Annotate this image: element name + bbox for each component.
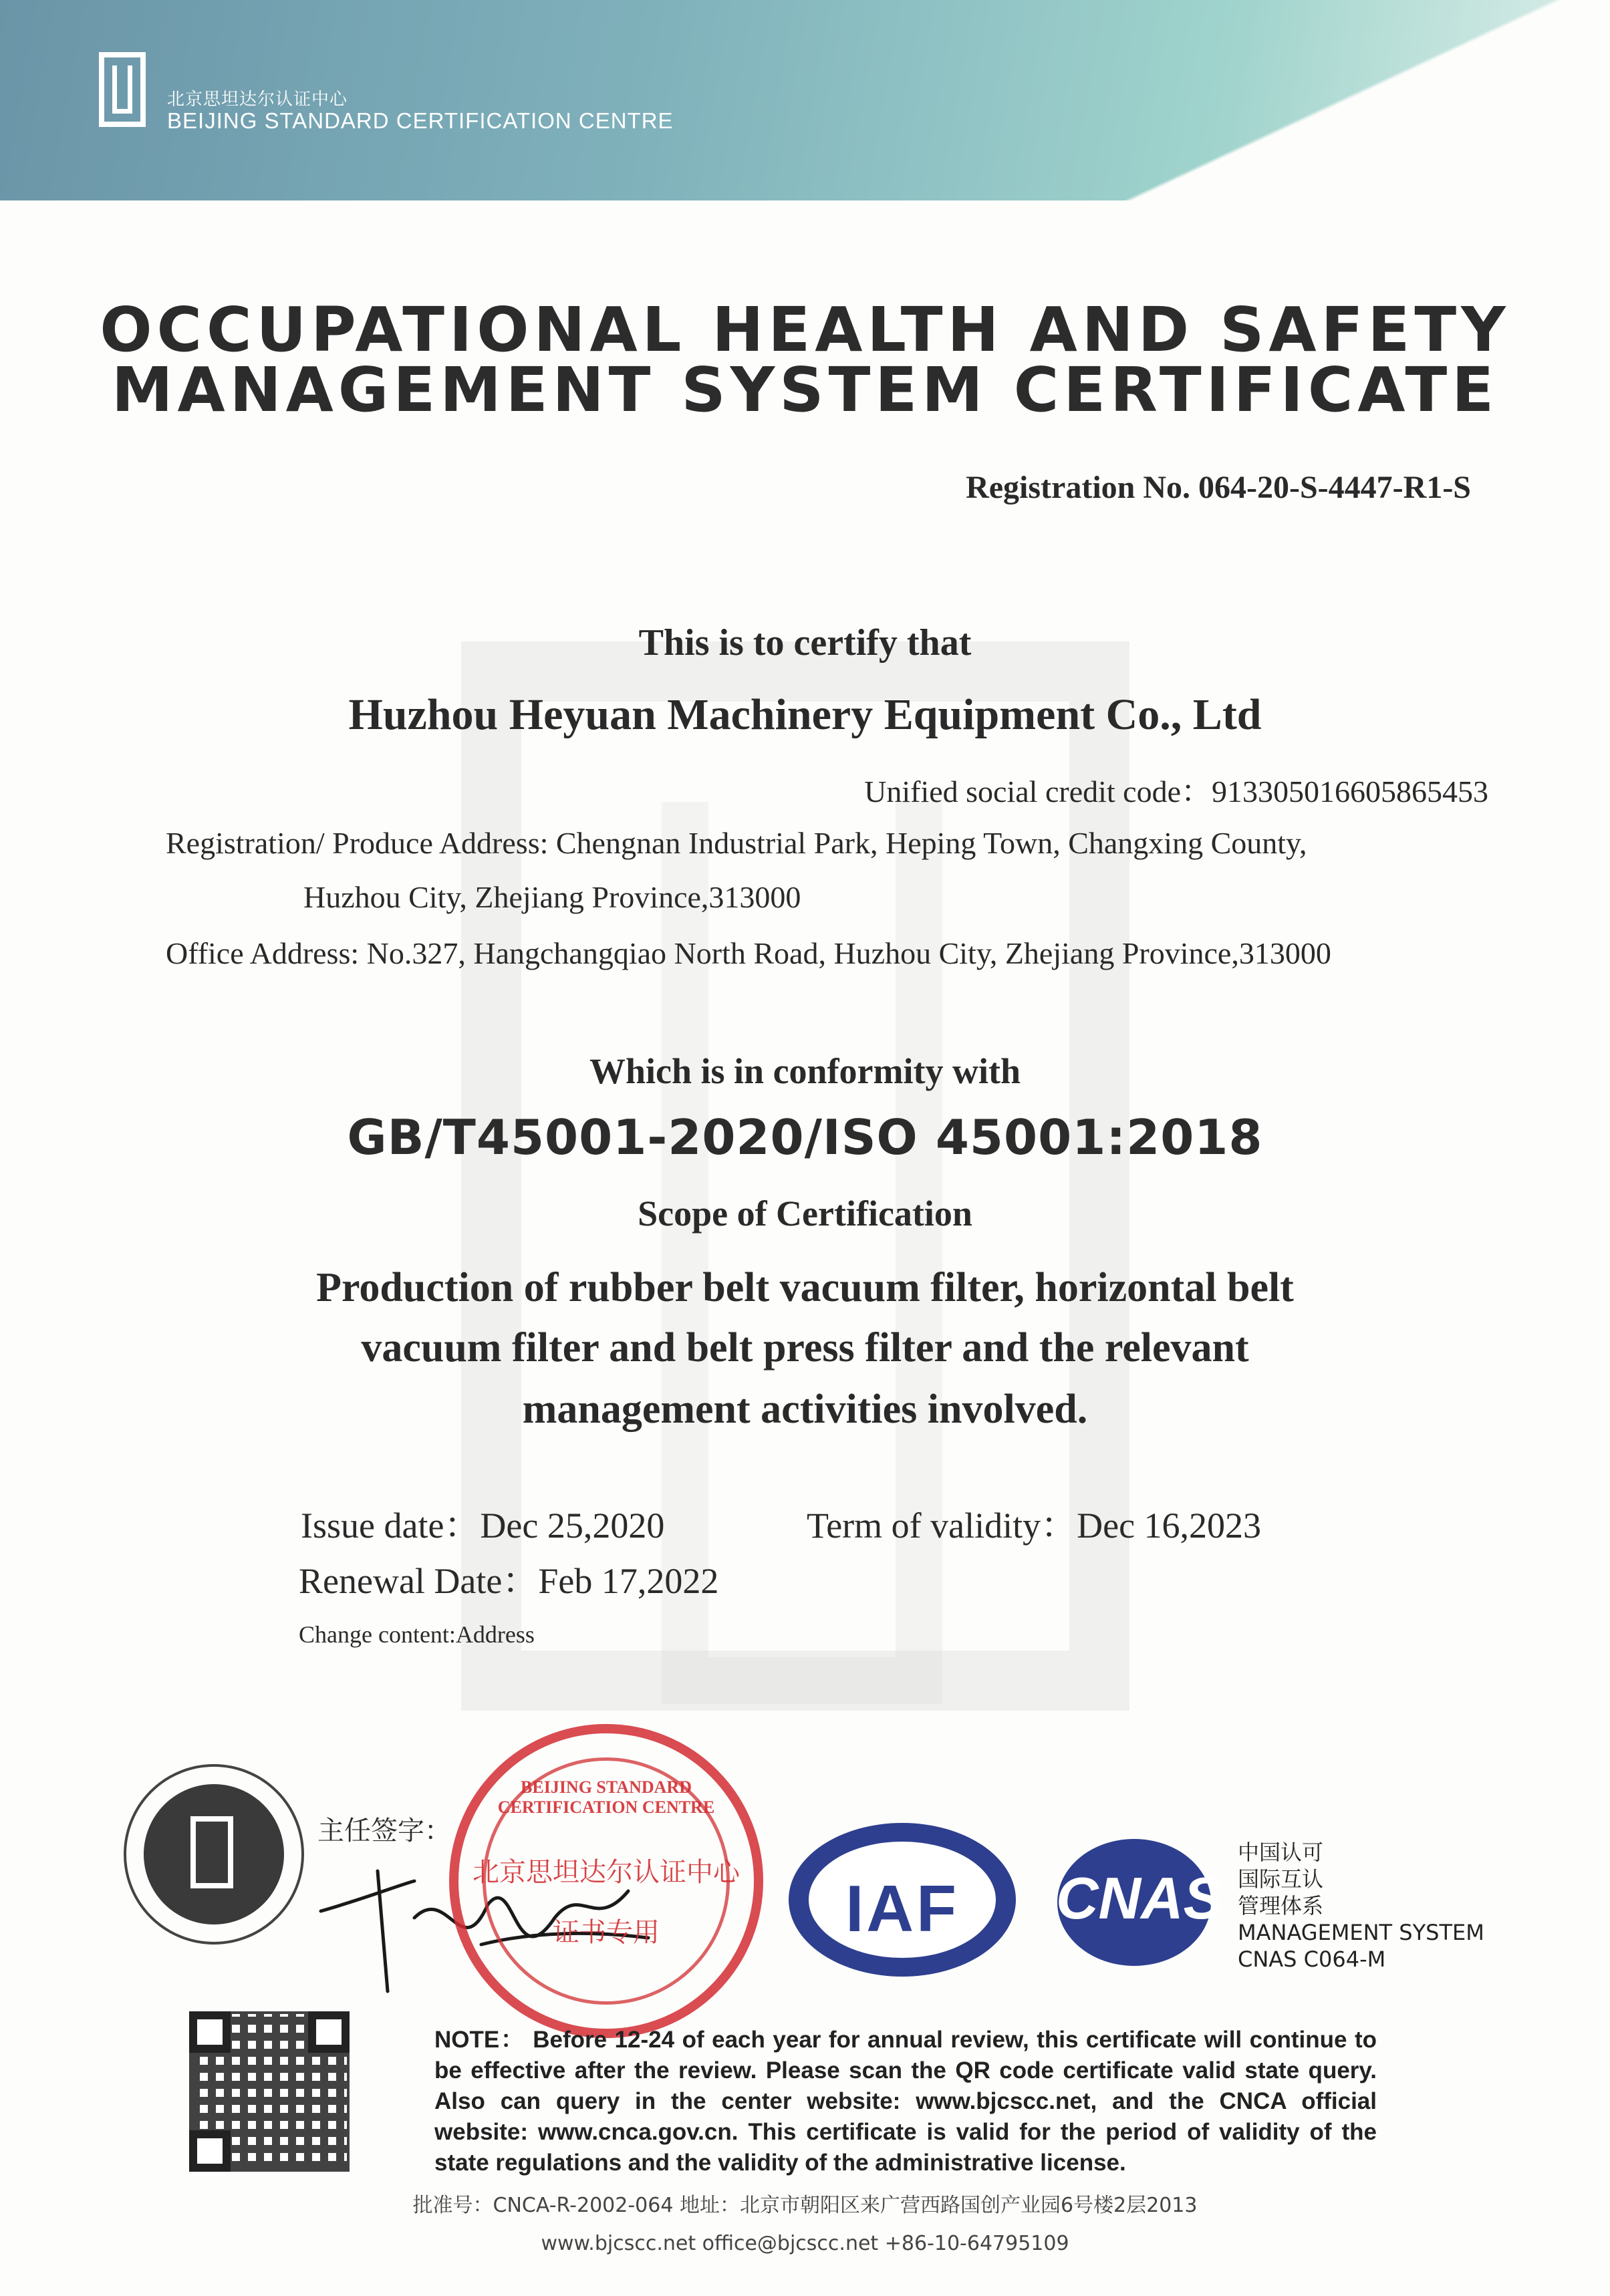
seal-text-cn: 北京思坦达尔认证中心 xyxy=(473,1857,740,1888)
renewal-date: Renewal Date：Feb 17,2022 xyxy=(299,1561,719,1601)
footer-approval-address: 批准号：CNCA-R-2002-064 地址：北京市朝阳区来广营西路国创产业园6号楼2层2013 xyxy=(412,2194,1198,2217)
office-address: Office Address: No.327, Hangchangqiao North Road, Huzhou City, Zhejiang Province,313000 xyxy=(166,936,1331,970)
issue-date: Issue date：Dec 25,2020 xyxy=(301,1505,665,1546)
signature-label: 主任签字： xyxy=(317,1816,451,1846)
cnas-info-line: 管理体系 xyxy=(1238,1893,1324,1918)
cnas-info-line: 国际互认 xyxy=(1238,1866,1324,1892)
iaf-label: IAF xyxy=(845,1872,959,1945)
registration-number: Registration No. 064-20-S-4447-R1-S xyxy=(966,470,1471,505)
emblem-logo-icon xyxy=(190,1816,233,1888)
conformity-intro: Which is in conformity with xyxy=(589,1051,1021,1091)
credit-code: Unified social credit code：913305016605865453 xyxy=(864,774,1488,809)
scope-line1: Production of rubber belt vacuum filter, horizontal belt xyxy=(316,1265,1294,1310)
standard-code: GB/T45001-2020/ISO 45001:2018 xyxy=(347,1109,1263,1165)
certify-intro: This is to certify that xyxy=(638,622,972,664)
company-name: Huzhou Heyuan Machinery Equipment Co., Ltd xyxy=(348,690,1262,739)
cnas-label: CNAS xyxy=(1056,1865,1223,1931)
scope-line2: vacuum filter and belt press filter and the relevant xyxy=(361,1325,1249,1371)
qr-finder-icon xyxy=(189,2130,231,2172)
cnas-info-line: CNAS C064-M xyxy=(1238,1947,1386,1972)
scope-line3: management activities involved. xyxy=(522,1387,1088,1432)
seal-sub: 证书专用 xyxy=(553,1917,660,1948)
scope-heading: Scope of Certification xyxy=(638,1193,972,1234)
term-of-validity: Term of validity：Dec 16,2023 xyxy=(807,1505,1262,1546)
cnas-info-line: MANAGEMENT SYSTEM xyxy=(1238,1920,1484,1945)
registration-address-line1: Registration/ Produce Address: Chengnan Industrial Park, Heping Town, Changxing County, xyxy=(166,826,1307,860)
org-name-cn: 北京思坦达尔认证中心 xyxy=(167,90,348,110)
change-content: Change content:Address xyxy=(299,1621,535,1648)
certificate-title-line2: MANAGEMENT SYSTEM CERTIFICATE xyxy=(111,354,1499,426)
certificate-title-line1: OCCUPATIONAL HEALTH AND SAFETY xyxy=(100,294,1510,366)
org-logo-inner xyxy=(112,65,132,114)
seal-text-en: BEIJING STANDARD CERTIFICATION CENTRE xyxy=(497,1777,715,1817)
registration-address-line2: Huzhou City, Zhejiang Province,313000 xyxy=(303,880,801,914)
header-corner xyxy=(1103,0,1610,200)
footer-contact: www.bjcscc.net office@bjcscc.net +86-10-64795109 xyxy=(541,2232,1069,2255)
cnas-info-line: 中国认可 xyxy=(1238,1840,1324,1865)
qr-finder-icon xyxy=(189,2011,231,2053)
cnas-info xyxy=(1238,1839,1484,1973)
validity-note: NOTE： Before 12-24 of each year for annual review, this certificate will continue to be effective after the review. Please scan the QR code certificate valid state query. Also can query in the center website: www.bjcscc.net, and the CNCA official website: www.cnca.gov.cn. This certificate is valid for the period of validity of the state regulations and the validity of the administrative license. xyxy=(434,2027,1377,2176)
qr-finder-icon xyxy=(308,2011,350,2053)
org-name-en: BEIJING STANDARD CERTIFICATION CENTRE xyxy=(167,108,674,133)
